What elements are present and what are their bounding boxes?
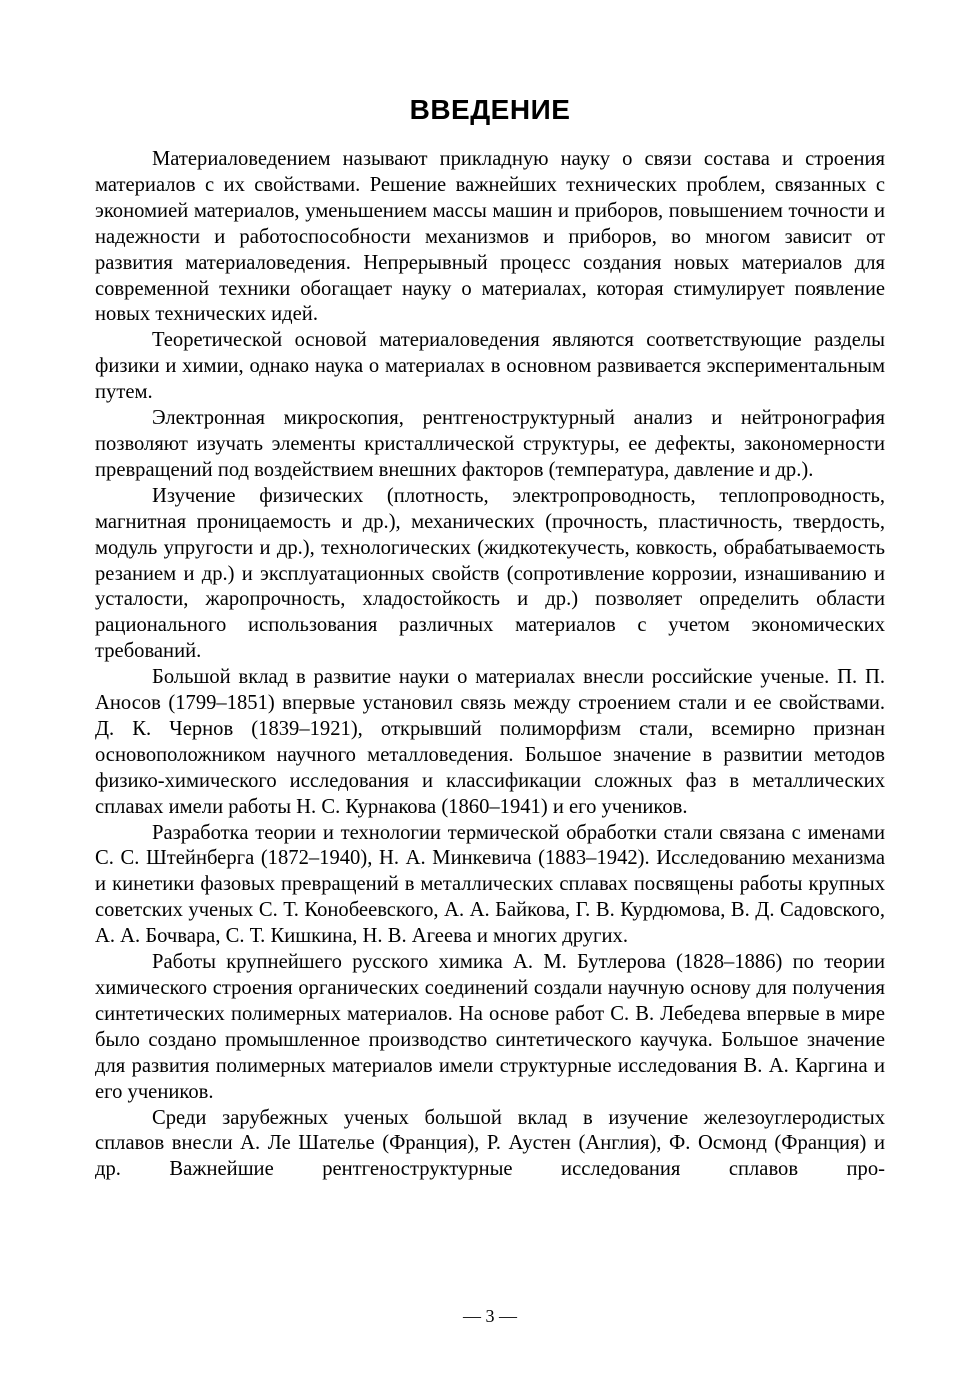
- paragraph-5: Большой вклад в развитие науки о материалах внесли российские ученые. П. П. Аносов (1799–1851) впервые установил связь между строением стали и ее свойствами. Д. К. Чернов (1839–1921), открывший полиморфизм стали, всемирно признан основоположником научного металловедения. Большое значение в развитии методов физико-химического исследования и классификации сложных фаз в металлических сплавах имели работы Н. С. Курнакова (1860–1941) и его учеников.: [95, 666, 885, 818]
- paragraph-6: Разработка теории и технологии термической обработки стали связана с именами С. С. Штейнберга (1872–1940), Н. А. Минкевича (1883–1942). Исследованию механизма и кинетики фазовых превращений в металлических сплавах посвящены работы крупных советских ученых С. Т. Конобеевского, А. А. Байкова, Г. В. Курдюмова, В. Д. Садовского, А. А. Бочвара, С. Т. Кишкина, Н. В. Агеева и многих других.: [95, 821, 885, 948]
- paragraph-1: Материаловедением называют прикладную науку о связи состава и строения материалов с их свойствами. Решение важнейших технических проблем, связанных с экономией материалов, уменьшением массы машин и приборов, повышением точности и надежности и работоспособности механизмов и приборов, во многом зависит от развития материаловедения. Непрерывный процесс создания новых материалов для современной техники обогащает науку о материалах, которая стимулирует появление новых технических идей.: [95, 148, 885, 326]
- paragraph-7: Работы крупнейшего русского химика А. М. Бутлерова (1828–1886) по теории химического строения органических соединений создали научную основу для получения синтетических полимерных материалов. На основе работ С. В. Лебедева впервые в мире было создано промышленное производство синтетического каучука. Большое значение для развития полимерных материалов имели структурные исследования В. А. Каргина и его учеников.: [95, 951, 885, 1103]
- paragraph-3: Электронная микроскопия, рентгеноструктурный анализ и нейтронография позволяют изучать элементы кристаллической структуры, ее дефекты, закономерности превращений под воздействием внешних факторов (температура, давление и др.).: [95, 407, 885, 481]
- page-number: — 3 —: [463, 1306, 517, 1326]
- body-text: [95, 147, 885, 1183]
- paragraph-2: Теоретической основой материаловедения являются соответствующие разделы физики и химии, однако наука о материалах в основном развивается экспериментальным путем.: [95, 329, 885, 404]
- page-title: ВВЕДЕНИЕ: [409, 94, 571, 125]
- paragraph-8: Среди зарубежных ученых большой вклад в изучение железоуглеродистых сплавов внесли А. Ле Шателье (Франция), Р. Аустен (Англия), Ф. Осмонд (Франция) и др. Важнейшие рентгеноструктурные исследования сплавов про-: [95, 1106, 885, 1181]
- paragraph-4: Изучение физических (плотность, электропроводность, теплопроводность, магнитная проницаемость и др.), механических (прочность, пластичность, твердость, модуль упругости и др.), технологических (жидкотекучесть, ковкость, обрабатываемость резанием и др.) и эксплуатационных свойств (сопротивление коррозии, изнашиванию и усталости, жаропрочность, хладостойкость и др.) позволяет определить области рационального использования различных материалов с учетом экономических требований.: [95, 484, 885, 663]
